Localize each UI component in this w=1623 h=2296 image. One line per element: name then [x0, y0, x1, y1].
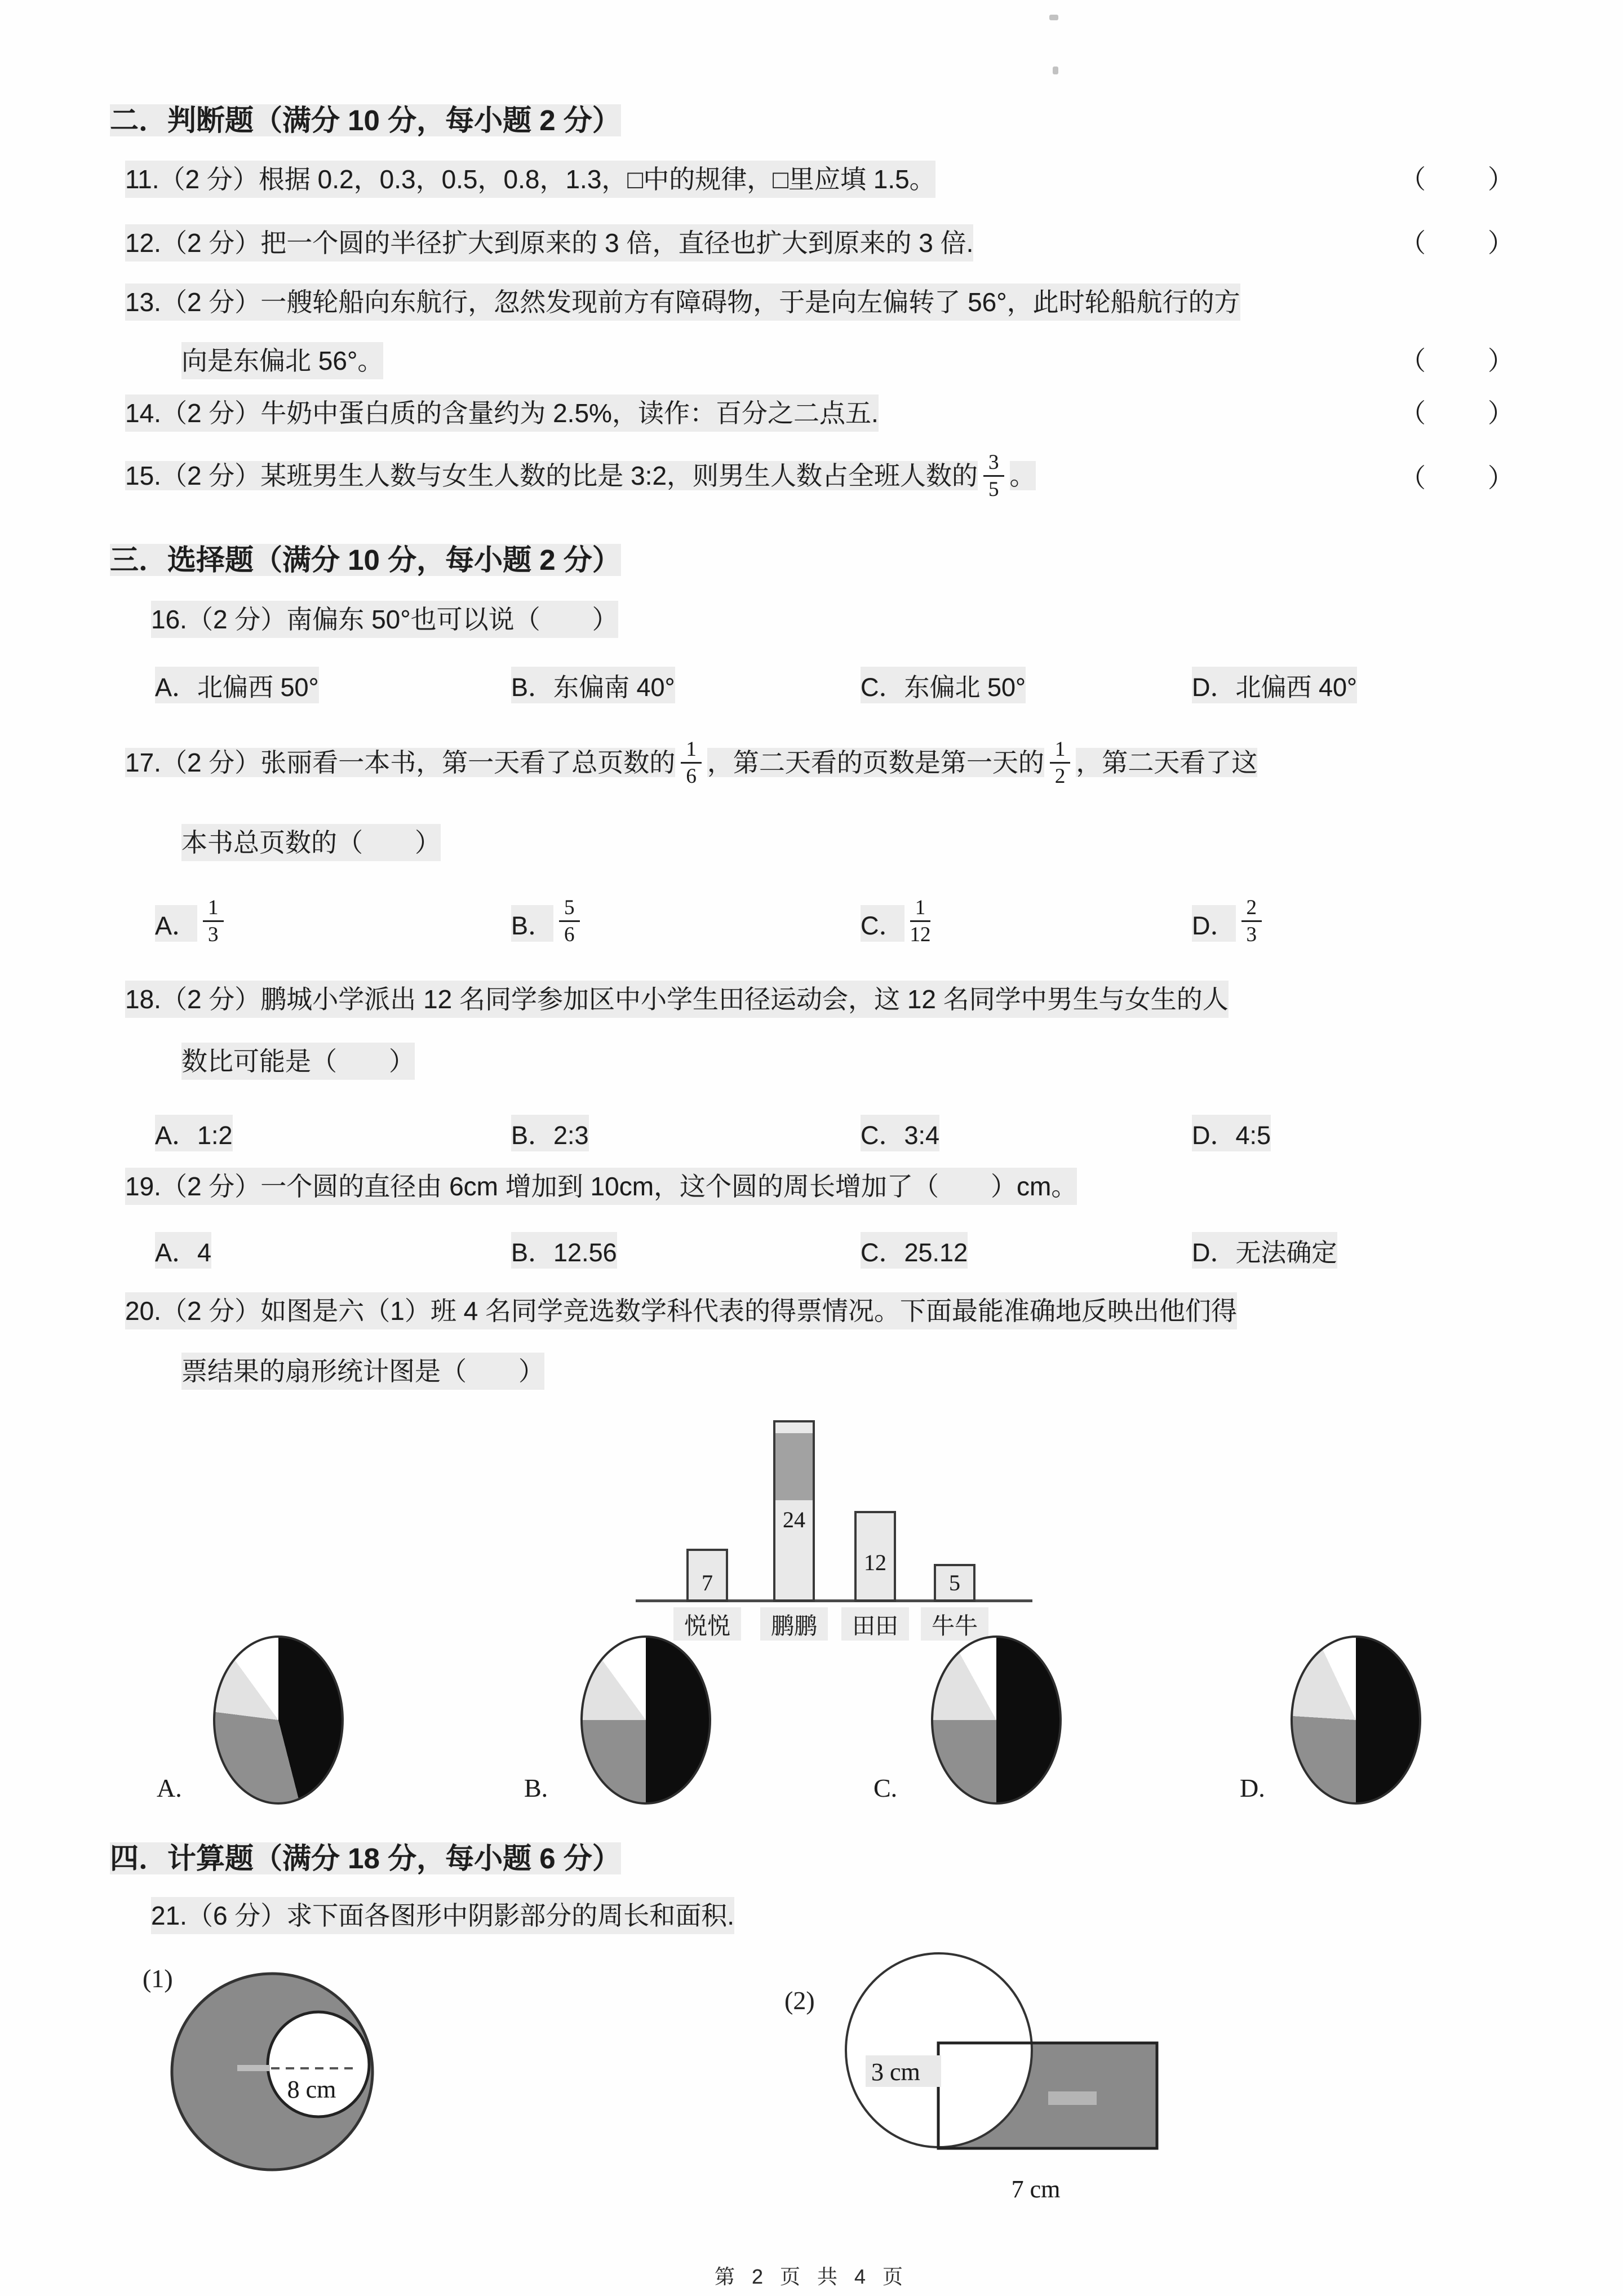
fraction-denominator: 5	[988, 477, 999, 501]
pie-option-d	[1291, 1635, 1421, 1805]
figure-2-label: (2)	[784, 1986, 815, 2015]
answer-bracket: （ ）	[1400, 346, 1517, 375]
option-d: D．北偏西 40°	[1192, 667, 1357, 703]
question-16-text: 16.（2 分）南偏东 50°也可以说（ ）	[151, 601, 618, 638]
option-c	[861, 886, 937, 960]
option-b: B．2:3	[511, 1115, 589, 1151]
bar-category-label: 牛牛	[921, 1607, 988, 1641]
section-choice-title	[110, 537, 621, 578]
pie-label-a: A.	[157, 1774, 182, 1802]
question-15-pre: 15.（2 分）某班男生人数与女生人数的比是 3:2，则男生人数占全班人数的	[125, 461, 978, 491]
question-19	[125, 1168, 1517, 1205]
question-17-s2: ，第二天看的页数是第一天的	[707, 748, 1044, 778]
question-12	[125, 224, 1517, 261]
fraction-numerator: 3	[983, 451, 1004, 477]
fraction-numerator: 5	[559, 896, 580, 922]
question-18-line1	[125, 981, 1517, 1018]
option-b: B．东偏南 40°	[511, 667, 675, 703]
option-a: A．4	[155, 1232, 211, 1269]
section-judge-title-text: 二．判断题（满分 10 分，每小题 2 分）	[110, 104, 621, 136]
bar-category-label: 田田	[841, 1607, 909, 1641]
pie-option-c	[931, 1635, 1062, 1805]
pie-label-c: C.	[873, 1774, 898, 1802]
bar-田田	[854, 1511, 896, 1602]
section-calc-title-text: 四．计算题（满分 18 分，每小题 6 分）	[110, 1842, 621, 1874]
pie-label-b: B.	[524, 1774, 548, 1802]
question-12-text: 12.（2 分）把一个圆的半径扩大到原来的 3 倍，直径也扩大到原来的 3 倍.	[125, 224, 973, 261]
question-13-text2: 向是东偏北 56°。	[181, 342, 383, 379]
bar-value: 24	[783, 1507, 805, 1532]
option-d: D．4:5	[1192, 1115, 1271, 1151]
question-20-text: 20.（2 分）如图是六（1）班 4 名同学竞选数学科代表的得票情况。下面最能准确地反映出他们得	[125, 1292, 1237, 1329]
page-number: 第 2 页 共 4 页	[714, 2265, 909, 2288]
section-judge-title	[110, 97, 621, 139]
question-17-line1	[125, 723, 1517, 807]
option-b: B．12.56	[511, 1232, 617, 1269]
bar-category-label: 悦悦	[673, 1607, 741, 1641]
pie-label-d: D.	[1240, 1774, 1265, 1802]
fraction-denominator: 6	[686, 764, 697, 788]
page-footer	[0, 2261, 1623, 2290]
question-19-text: 19.（2 分）一个圆的直径由 6cm 增加到 10cm，这个圆的周长增加了（ ）cm。	[125, 1168, 1077, 1205]
option-label: A．	[155, 905, 197, 942]
question-20-line2	[181, 1353, 1517, 1390]
question-18-text2: 数比可能是（ ）	[181, 1043, 415, 1080]
question-15	[125, 444, 1517, 512]
scan-artifact	[1049, 15, 1058, 20]
question-11-text: 11.（2 分）根据 0.2，0.3，0.5，0.8，1.3，□中的规律，□里应填 1.5。	[125, 161, 935, 198]
question-14	[125, 395, 1517, 432]
fraction	[1241, 896, 1262, 947]
question-20-text2: 票结果的扇形统计图是（ ）	[181, 1353, 544, 1390]
option-label: D．	[1192, 905, 1236, 942]
pie-option-a	[213, 1635, 344, 1805]
fraction	[559, 896, 580, 947]
pie-option-b	[580, 1635, 711, 1805]
question-17-line2	[181, 824, 1517, 861]
question-20-line1	[125, 1292, 1517, 1329]
section-calc-title	[110, 1835, 621, 1877]
question-13-text: 13.（2 分）一艘轮船向东航行，忽然发现前方有障碍物，于是向左偏转了 56°，此时轮船航行的方	[125, 283, 1240, 321]
question-11	[125, 161, 1517, 198]
question-17-text	[125, 739, 1257, 790]
option-c: C．25.12	[861, 1232, 968, 1269]
question-21	[151, 1897, 1543, 1934]
question-17-text2: 本书总页数的（ ）	[181, 824, 441, 861]
fraction-numerator: 1	[910, 896, 931, 922]
bar-category-label: 鹏鹏	[760, 1607, 828, 1641]
section-choice-title-text: 三．选择题（满分 10 分，每小题 2 分）	[110, 544, 621, 576]
fraction-numerator: 1	[203, 896, 224, 922]
question-13-line2	[181, 342, 1517, 379]
bar-value: 12	[864, 1550, 886, 1575]
option-label: B．	[511, 905, 553, 942]
question-18-line2	[181, 1043, 1517, 1080]
bar-牛牛	[934, 1564, 975, 1602]
scan-artifact	[1053, 67, 1058, 74]
fraction-numerator: 1	[1050, 738, 1071, 764]
bar-悦悦	[686, 1549, 728, 1602]
answer-bracket: （ ）	[1400, 165, 1517, 194]
question-16	[151, 601, 1543, 638]
answer-bracket: （ ）	[1400, 228, 1517, 258]
option-label: C．	[861, 905, 904, 942]
figure-1	[132, 1943, 397, 2186]
bar-value: 7	[702, 1570, 713, 1595]
fraction	[1050, 738, 1071, 788]
pointer-dash	[237, 2065, 270, 2071]
question-13-line1	[125, 283, 1517, 321]
question-21-text: 21.（6 分）求下面各图形中阴影部分的周长和面积.	[151, 1897, 734, 1934]
question-17-s1: 17.（2 分）张丽看一本书，第一天看了总页数的	[125, 748, 676, 778]
question-14-text: 14.（2 分）牛奶中蛋白质的含量约为 2.5%，读作：百分之二点五.	[125, 395, 879, 432]
fraction	[910, 896, 931, 947]
fraction-numerator: 1	[681, 738, 702, 764]
fraction-numerator: 2	[1241, 896, 1262, 922]
bar-value: 5	[949, 1570, 960, 1595]
option-a: A．北偏西 50°	[155, 667, 319, 703]
question-15-text	[125, 450, 1036, 503]
figure-2-width: 7 cm	[1011, 2175, 1061, 2203]
question-15-post: 。	[1009, 461, 1036, 491]
option-a	[155, 886, 229, 960]
question-18-text: 18.（2 分）鹏城小学派出 12 名同学参加区中小学生田径运动会，这 12 名同学中男生与女生的人	[125, 981, 1229, 1018]
question-17-s3: ，第二天看了这	[1076, 748, 1258, 778]
fraction-denominator: 6	[564, 923, 575, 946]
option-b	[511, 886, 586, 960]
answer-bracket: （ ）	[1400, 398, 1517, 428]
option-a: A．1:2	[155, 1115, 233, 1151]
fraction	[681, 738, 702, 788]
option-d: D．无法确定	[1192, 1232, 1337, 1269]
bar-鹏鹏	[773, 1420, 815, 1602]
fraction-denominator: 2	[1054, 764, 1066, 788]
fraction	[983, 451, 1004, 502]
fraction-denominator: 12	[910, 923, 931, 946]
option-d	[1192, 886, 1267, 960]
figure-2-radius: 3 cm	[871, 2058, 920, 2086]
figure-1-label: (1)	[143, 1964, 173, 1993]
fraction-denominator: 3	[1246, 923, 1257, 946]
answer-bracket: （ ）	[1400, 463, 1517, 493]
option-c: C．3:4	[861, 1115, 939, 1151]
scan-smudge	[1048, 2091, 1097, 2105]
votes-bar-chart	[636, 1406, 1036, 1642]
fraction-denominator: 3	[208, 923, 219, 946]
fraction	[203, 896, 224, 947]
figure-1-dimension: 8 cm	[287, 2076, 336, 2103]
figure-2	[778, 1936, 1183, 2218]
option-c: C．东偏北 50°	[861, 667, 1026, 703]
